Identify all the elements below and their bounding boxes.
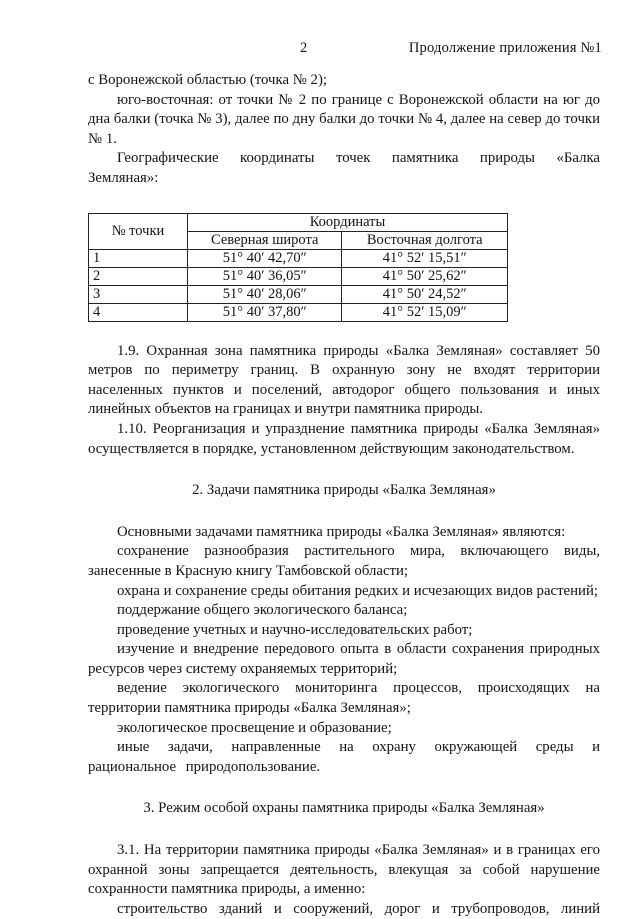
prohibition-item: строительство зданий и сооружений, дорог и трубопроводов, линий [117,900,600,917]
cell-point: 1 [89,249,188,267]
list-item: поддержание общего экологического баланса; [117,602,408,619]
boundary-line: с Воронежской областью (точка № 2); [88,72,327,88]
spacer [88,322,600,342]
header-coordinates: Координаты [188,213,508,231]
table-header-row [89,213,508,231]
clause-3-1: 3.1. На территории памятника природы «Балка Земляная» и в границах его охранной зоны запрещается деятельность, влекущая за собой нарушение сохранности памятника природы, а именно: [88,842,600,898]
section-3-title: 3. Режим особой охраны памятника природы «Балка Земляная» [143,800,545,817]
page-header [0,40,640,62]
coordinates-table [88,213,508,322]
section-2-lead: Основными задачами памятника природы «Балка Земляная» являются: [117,523,566,540]
table-row [89,249,508,267]
appendix-continuation-note: Продолжение приложения №1 [408,40,602,56]
cell-east: 41° 52′ 15,09″ [342,303,508,321]
document-body [88,71,600,919]
coordinates-intro: Географические координаты точек памятника природы «Балка Земляная»: [88,150,600,186]
cell-point: 3 [89,285,188,303]
list-item: иные задачи, направленные на охрану окружающей среды и рациональное природопользование. [88,739,600,775]
list-item: экологическое просвещение и образование; [117,719,392,736]
table-row [89,303,508,321]
cell-east: 41° 50′ 24,52″ [342,285,508,303]
header-north-latitude: Северная широта [188,231,342,249]
list-item: охрана и сохранение среды обитания редких и исчезающих видов растений; [117,582,598,599]
spacer [88,777,600,799]
table-row [89,285,508,303]
cell-east: 41° 52′ 15,51″ [342,249,508,267]
cell-north: 51° 40′ 42,70″ [188,249,342,267]
page-number: 2 [300,40,308,56]
cell-north: 51° 40′ 28,06″ [188,285,342,303]
boundary-southeast: юго-восточная: от точки № 2 по границе с Воронежской области на юг до дна балки (точка № 3), далее по дну балки до точки № 4, далее на север до точки № 1. [88,91,600,147]
spacer [88,819,600,841]
section-2-title: 2. Задачи памятника природы «Балка Земляная» [192,482,496,499]
cell-point: 2 [89,267,188,285]
list-item: проведение учетных и научно-исследовательских работ; [117,621,473,638]
cell-north: 51° 40′ 37,80″ [188,303,342,321]
spacer [88,459,600,481]
list-item: ведение экологического мониторинга процессов, происходящих на территории памятника природы «Балка Земляная»; [88,680,600,717]
cell-point: 4 [89,303,188,321]
clause-1-9: 1.9. Охранная зона памятника природы «Балка Земляная» составляет 50 метров по периметру границ. В охранную зону не входят территории населенных пунктов и поселений, автодорог общего пользования и иных линейных объектов на границах и внутри памятника природы. [88,342,600,418]
clause-1-10: 1.10. Реорганизация и упразднение памятника природы «Балка Земляная» осуществляется в порядке, установленном действующим законодательством. [88,420,600,457]
list-item: сохранение разнообразия растительного мира, включающего виды, занесенные в Красную книгу Тамбовской области; [88,543,600,579]
header-east-longitude: Восточная долгота [342,231,508,249]
cell-east: 41° 50′ 25,62″ [342,267,508,285]
list-item: изучение и внедрение передового опыта в области сохранения природных ресурсов через систему охраняемых территорий; [88,641,600,677]
header-point-number: № точки [89,213,188,249]
cell-north: 51° 40′ 36,05″ [188,267,342,285]
spacer [88,501,600,523]
table-row [89,267,508,285]
